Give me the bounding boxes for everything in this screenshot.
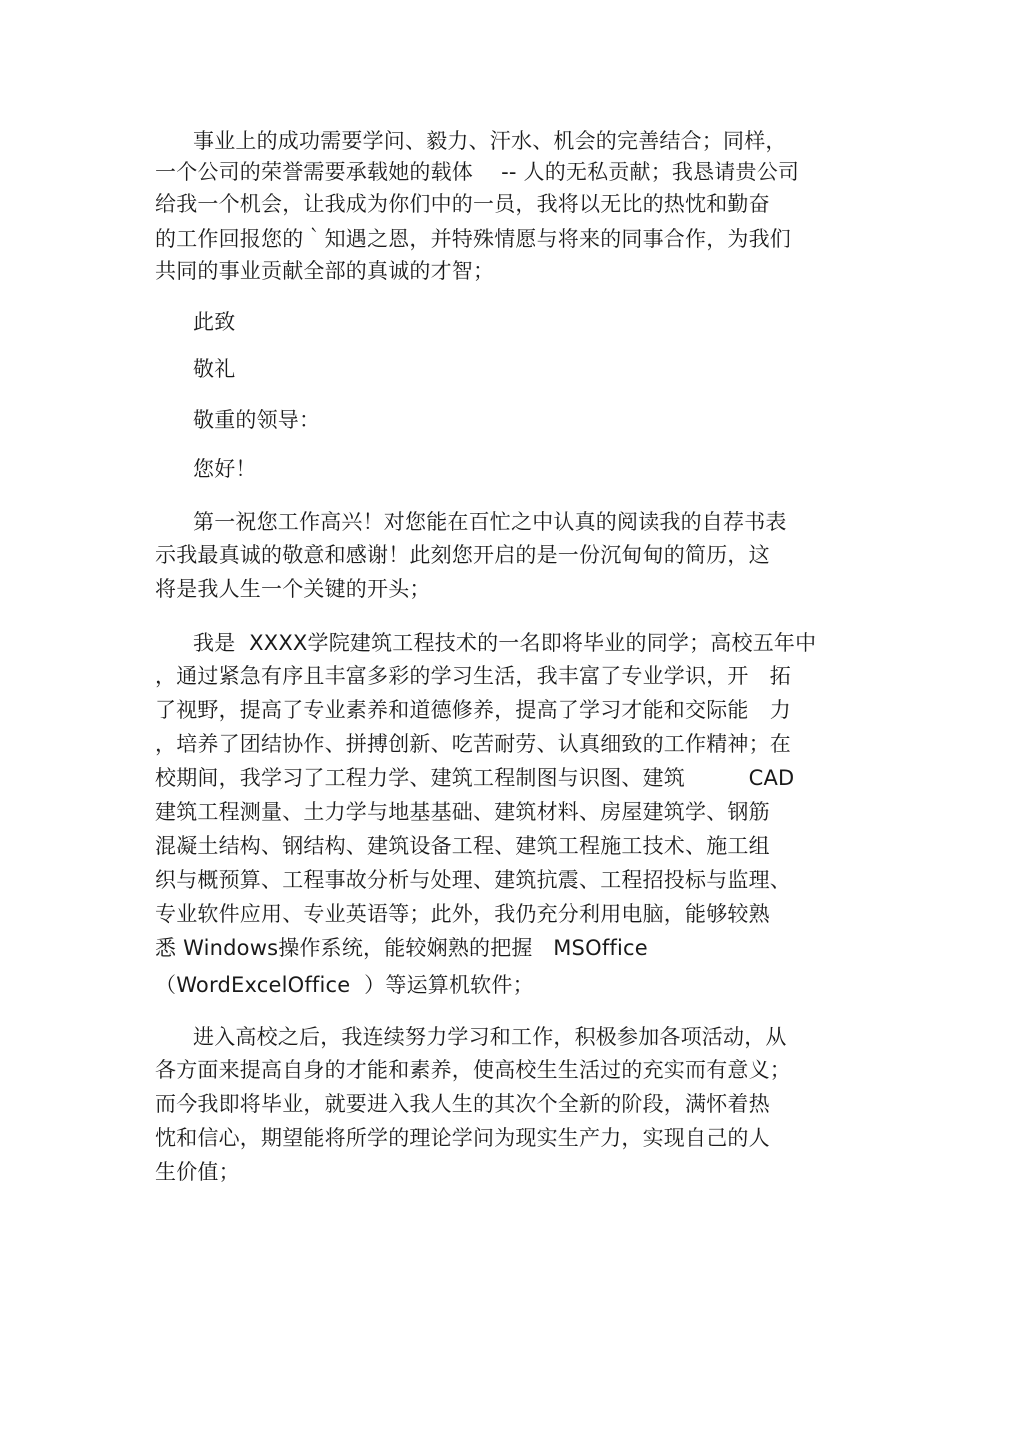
paragraph-1-line: 共同的事业贡献全部的真诚的才智； (155, 259, 495, 283)
paragraph-3-line: 我是 XXXX学院建筑工程技术的一名即将毕业的同学；高校五年中 (193, 631, 817, 655)
paragraph-3-line: 了视野，提高了专业素养和道德修养，提高了学习才能和交际能 力 (155, 698, 791, 722)
paragraph-3-line: 织与概预算、工程事故分析与处理、建筑抗震、工程招投标与监理、 (155, 868, 791, 892)
paragraph-2-line: 示我最真诚的敬意和感谢！此刻您开启的是一份沉甸甸的简历，这 (155, 543, 770, 567)
paragraph-3-line: 悉 Windows操作系统，能较娴熟的把握 MSOffice (155, 936, 648, 960)
paragraph-3-line: 建筑工程测量、土力学与地基基础、建筑材料、房屋建筑学、钢筋 (155, 800, 770, 824)
salutation: 敬重的领导： (193, 408, 321, 432)
paragraph-2-line: 将是我人生一个关键的开头； (155, 577, 431, 601)
paragraph-4-line: 忱和信心，期望能将所学的理论学问为现实生产力，实现自己的人 (155, 1126, 770, 1150)
paragraph-3-line: 混凝土结构、钢结构、建筑设备工程、建筑工程施工技术、施工组 (155, 834, 770, 858)
paragraph-4-line: 各方面来提高自身的才能和素养，使高校生生活过的充实而有意义； (155, 1058, 791, 1082)
paragraph-1-line: 一个公司的荣誉需要承载她的载体 -- 人的无私贡献；我恳请贵公司 (155, 160, 800, 184)
paragraph-3-line: 专业软件应用、专业英语等；此外，我仍充分利用电脑，能够较熟 (155, 902, 770, 926)
paragraph-3-line: （WordExcelOffice ）等运算机软件； (155, 973, 534, 997)
closing-line: 此致 (193, 310, 236, 334)
paragraph-1-line: 的工作回报您的｀知遇之恩，并特殊情愿与将来的同事合作，为我们 (155, 227, 791, 251)
paragraph-2-line: 第一祝您工作高兴！对您能在百忙之中认真的阅读我的自荐书表 (193, 510, 787, 534)
paragraph-3-line: 校期间，我学习了工程力学、建筑工程制图与识图、建筑 CAD (155, 766, 795, 790)
paragraph-3-line: ，培养了团结协作、拼搏创新、吃苦耐劳、认真细致的工作精神；在 (155, 732, 791, 756)
greeting: 您好！ (193, 457, 257, 481)
closing-line: 敬礼 (193, 357, 236, 381)
paragraph-1-line: 给我一个机会，让我成为你们中的一员，我将以无比的热忱和勤奋 (155, 192, 770, 216)
paragraph-4-line: 生价值； (155, 1160, 240, 1184)
paragraph-3-line: ，通过紧急有序且丰富多彩的学习生活，我丰富了专业学识，开 拓 (155, 664, 791, 688)
paragraph-4-line: 而今我即将毕业，就要进入我人生的其次个全新的阶段，满怀着热 (155, 1092, 770, 1116)
paragraph-1-line: 事业上的成功需要学问、毅力、汗水、机会的完善结合；同样， (193, 129, 787, 153)
paragraph-4-line: 进入高校之后，我连续努力学习和工作，积极参加各项活动，从 (193, 1025, 787, 1049)
